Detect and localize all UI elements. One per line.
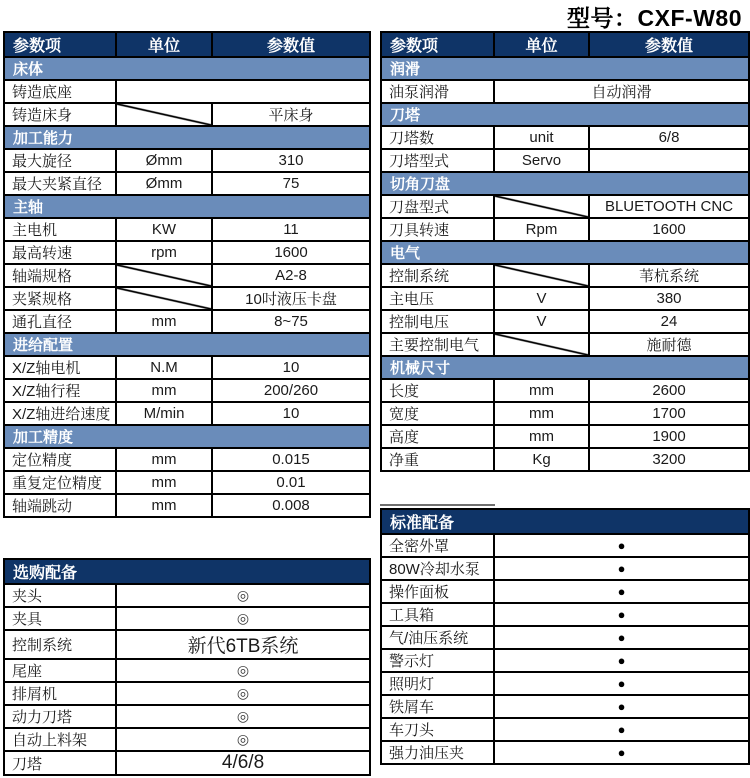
section-header-row bbox=[4, 57, 370, 80]
optional-mark-icon: ◎ bbox=[236, 610, 250, 626]
equipment-row bbox=[4, 751, 370, 775]
equipment-label-cell: 80W冷却水泵 bbox=[381, 557, 494, 580]
column-header-row bbox=[381, 32, 749, 57]
spec-row bbox=[4, 356, 370, 379]
col-header-param: 参数项 bbox=[4, 32, 116, 57]
value-cell: 1700 bbox=[589, 402, 749, 425]
spec-row bbox=[381, 448, 749, 471]
value-cell: 1600 bbox=[212, 241, 370, 264]
equipment-label-cell: 警示灯 bbox=[381, 649, 494, 672]
value-cell: A2-8 bbox=[212, 264, 370, 287]
value-cell: 10 bbox=[212, 402, 370, 425]
equipment-row bbox=[381, 718, 749, 741]
equipment-row bbox=[381, 603, 749, 626]
equipment-value-cell bbox=[494, 741, 749, 764]
section-header-row bbox=[4, 425, 370, 448]
col-header-param: 参数项 bbox=[381, 32, 494, 57]
param-label-cell: 轴端跳动 bbox=[4, 494, 116, 517]
param-label-cell: X/Z轴电机 bbox=[4, 356, 116, 379]
equipment-label-cell: 刀塔 bbox=[4, 751, 116, 775]
unit-cell: mm bbox=[494, 379, 589, 402]
equipment-value-cell bbox=[494, 695, 749, 718]
section-header-row bbox=[381, 103, 749, 126]
included-dot-icon: ● bbox=[617, 745, 626, 760]
value-cell: 11 bbox=[212, 218, 370, 241]
spec-row bbox=[381, 218, 749, 241]
spec-row bbox=[4, 264, 370, 287]
equipment-label-cell: 自动上料架 bbox=[4, 728, 116, 751]
diagonal-cell bbox=[116, 287, 212, 310]
equipment-value-cell bbox=[116, 705, 370, 728]
col-header-value: 参数值 bbox=[212, 32, 370, 57]
unit-cell: KW bbox=[116, 218, 212, 241]
equipment-value-cell bbox=[116, 682, 370, 705]
section-header-row bbox=[381, 241, 749, 264]
included-dot-icon: ● bbox=[617, 584, 626, 599]
value-cell: 380 bbox=[589, 287, 749, 310]
equipment-row bbox=[381, 557, 749, 580]
included-dot-icon: ● bbox=[617, 561, 626, 576]
unit-cell: mm bbox=[116, 379, 212, 402]
included-dot-icon: ● bbox=[617, 630, 626, 645]
spec-row bbox=[4, 80, 370, 103]
equipment-value-cell bbox=[494, 580, 749, 603]
included-dot-icon: ● bbox=[617, 653, 626, 668]
param-label-cell: 主电机 bbox=[4, 218, 116, 241]
param-label-cell: 轴端规格 bbox=[4, 264, 116, 287]
value-cell: 0.008 bbox=[212, 494, 370, 517]
spec-row bbox=[4, 287, 370, 310]
spec-table-left bbox=[3, 31, 371, 518]
equipment-label-cell: 全密外罩 bbox=[381, 534, 494, 557]
spec-row bbox=[381, 310, 749, 333]
equipment-label-cell: 气/油压系统 bbox=[381, 626, 494, 649]
spec-row bbox=[381, 149, 749, 172]
equipment-value-cell bbox=[494, 626, 749, 649]
equipment-label-cell: 排屑机 bbox=[4, 682, 116, 705]
equipment-label-cell: 夹具 bbox=[4, 607, 116, 630]
column-header-row bbox=[4, 32, 370, 57]
equipment-row bbox=[381, 626, 749, 649]
section-title: 加工精度 bbox=[4, 425, 370, 448]
included-dot-icon: ● bbox=[617, 699, 626, 714]
equipment-label-cell: 控制系统 bbox=[4, 630, 116, 659]
spec-table-right bbox=[380, 31, 750, 472]
section-header-row bbox=[381, 172, 749, 195]
included-dot-icon: ● bbox=[617, 722, 626, 737]
diagonal-cell bbox=[116, 103, 212, 126]
table-title: 选购配备 bbox=[4, 559, 370, 584]
optional-mark-icon: ◎ bbox=[236, 708, 250, 724]
spec-row bbox=[4, 494, 370, 517]
param-label-cell: 宽度 bbox=[381, 402, 494, 425]
equipment-value-cell bbox=[494, 718, 749, 741]
table-header-row bbox=[381, 509, 749, 534]
equipment-label-cell: 照明灯 bbox=[381, 672, 494, 695]
equipment-value-cell: 新代6TB系统 bbox=[116, 630, 370, 659]
param-label-cell: 长度 bbox=[381, 379, 494, 402]
page-title: 型号：CXF-W80 bbox=[567, 5, 742, 31]
section-title: 刀塔 bbox=[381, 103, 749, 126]
equipment-label-cell: 操作面板 bbox=[381, 580, 494, 603]
unit-cell: Ømm bbox=[116, 149, 212, 172]
value-cell bbox=[116, 80, 370, 103]
value-cell: 200/260 bbox=[212, 379, 370, 402]
spec-row bbox=[381, 126, 749, 149]
unit-cell: rpm bbox=[116, 241, 212, 264]
param-label-cell: 高度 bbox=[381, 425, 494, 448]
spec-row bbox=[4, 172, 370, 195]
spec-row bbox=[381, 264, 749, 287]
param-label-cell: 油泵润滑 bbox=[381, 80, 494, 103]
equipment-row bbox=[4, 728, 370, 751]
equipment-row bbox=[381, 695, 749, 718]
equipment-row bbox=[4, 682, 370, 705]
section-header-row bbox=[381, 57, 749, 80]
standard-equipment-table bbox=[380, 508, 750, 765]
value-cell: 平床身 bbox=[212, 103, 370, 126]
equipment-row bbox=[381, 534, 749, 557]
value-cell: BLUETOOTH CNC bbox=[589, 195, 749, 218]
equipment-value-cell bbox=[116, 584, 370, 607]
spec-row bbox=[4, 218, 370, 241]
unit-cell: Rpm bbox=[494, 218, 589, 241]
optional-mark-icon: ◎ bbox=[236, 685, 250, 701]
value-cell: 75 bbox=[212, 172, 370, 195]
value-cell: 24 bbox=[589, 310, 749, 333]
equipment-label-cell: 工具箱 bbox=[381, 603, 494, 626]
spec-row bbox=[381, 425, 749, 448]
col-header-value: 参数值 bbox=[589, 32, 749, 57]
param-label-cell: 最高转速 bbox=[4, 241, 116, 264]
spec-row bbox=[4, 241, 370, 264]
spec-row bbox=[381, 379, 749, 402]
spec-row bbox=[381, 333, 749, 356]
param-label-cell: 通孔直径 bbox=[4, 310, 116, 333]
optional-mark-icon: ◎ bbox=[236, 662, 250, 678]
section-title: 润滑 bbox=[381, 57, 749, 80]
section-title: 主轴 bbox=[4, 195, 370, 218]
param-label-cell: 刀具转速 bbox=[381, 218, 494, 241]
unit-cell: mm bbox=[116, 494, 212, 517]
param-label-cell: 控制系统 bbox=[381, 264, 494, 287]
diagonal-cell bbox=[116, 264, 212, 287]
param-label-cell: 重复定位精度 bbox=[4, 471, 116, 494]
section-title: 机械尺寸 bbox=[381, 356, 749, 379]
spec-row bbox=[4, 103, 370, 126]
section-header-row bbox=[4, 126, 370, 149]
diagonal-cell bbox=[494, 195, 589, 218]
equipment-row bbox=[4, 659, 370, 682]
unit-cell: unit bbox=[494, 126, 589, 149]
section-title: 床体 bbox=[4, 57, 370, 80]
unit-cell: V bbox=[494, 287, 589, 310]
equipment-label-cell: 强力油压夹 bbox=[381, 741, 494, 764]
value-cell: 0.015 bbox=[212, 448, 370, 471]
unit-cell: mm bbox=[494, 402, 589, 425]
spec-row bbox=[4, 310, 370, 333]
equipment-value-cell bbox=[116, 659, 370, 682]
value-cell: 自动润滑 bbox=[494, 80, 749, 103]
param-label-cell: 刀塔数 bbox=[381, 126, 494, 149]
spec-row bbox=[4, 448, 370, 471]
param-label-cell: 主电压 bbox=[381, 287, 494, 310]
spec-row bbox=[381, 402, 749, 425]
unit-cell: V bbox=[494, 310, 589, 333]
param-label-cell: 刀盘型式 bbox=[381, 195, 494, 218]
diagonal-cell bbox=[494, 333, 589, 356]
unit-cell: mm bbox=[116, 448, 212, 471]
value-cell: 8~75 bbox=[212, 310, 370, 333]
included-dot-icon: ● bbox=[617, 538, 626, 553]
included-dot-icon: ● bbox=[617, 607, 626, 622]
value-cell: 施耐德 bbox=[589, 333, 749, 356]
param-label-cell: 铸造底座 bbox=[4, 80, 116, 103]
value-cell: 1600 bbox=[589, 218, 749, 241]
equipment-row bbox=[381, 741, 749, 764]
equipment-label-cell: 尾座 bbox=[4, 659, 116, 682]
equipment-row bbox=[4, 607, 370, 630]
unit-cell: mm bbox=[116, 310, 212, 333]
spec-row bbox=[381, 287, 749, 310]
spec-row bbox=[4, 149, 370, 172]
equipment-label-cell: 动力刀塔 bbox=[4, 705, 116, 728]
equipment-row bbox=[381, 672, 749, 695]
equipment-value-cell bbox=[494, 603, 749, 626]
section-title: 切角刀盘 bbox=[381, 172, 749, 195]
equipment-value-cell bbox=[494, 672, 749, 695]
value-cell: 10 bbox=[212, 356, 370, 379]
param-label-cell: 定位精度 bbox=[4, 448, 116, 471]
equipment-label-cell: 夹头 bbox=[4, 584, 116, 607]
unit-cell: Servo bbox=[494, 149, 589, 172]
equipment-label-cell: 铁屑车 bbox=[381, 695, 494, 718]
param-label-cell: 夹紧规格 bbox=[4, 287, 116, 310]
param-label-cell: 控制电压 bbox=[381, 310, 494, 333]
section-title: 进给配置 bbox=[4, 333, 370, 356]
value-cell: 1900 bbox=[589, 425, 749, 448]
unit-cell: Kg bbox=[494, 448, 589, 471]
value-cell: 0.01 bbox=[212, 471, 370, 494]
value-cell: 6/8 bbox=[589, 126, 749, 149]
equipment-row bbox=[381, 649, 749, 672]
unit-cell: N.M bbox=[116, 356, 212, 379]
param-label-cell: 净重 bbox=[381, 448, 494, 471]
param-label-cell: 刀塔型式 bbox=[381, 149, 494, 172]
unit-cell: mm bbox=[116, 471, 212, 494]
section-title: 加工能力 bbox=[4, 126, 370, 149]
equipment-value-cell: 4/6/8 bbox=[116, 751, 370, 775]
section-header-row bbox=[4, 333, 370, 356]
spec-row bbox=[4, 379, 370, 402]
divider-line bbox=[380, 504, 495, 506]
unit-cell: mm bbox=[494, 425, 589, 448]
equipment-value-cell bbox=[494, 557, 749, 580]
param-label-cell: 最大旋径 bbox=[4, 149, 116, 172]
table-title: 标准配备 bbox=[381, 509, 749, 534]
optional-mark-icon: ◎ bbox=[236, 731, 250, 747]
equipment-row bbox=[381, 580, 749, 603]
spec-row bbox=[4, 471, 370, 494]
value-cell: 310 bbox=[212, 149, 370, 172]
section-header-row bbox=[381, 356, 749, 379]
included-dot-icon: ● bbox=[617, 676, 626, 691]
spec-row bbox=[381, 80, 749, 103]
param-label-cell: X/Z轴行程 bbox=[4, 379, 116, 402]
param-label-cell: 铸造床身 bbox=[4, 103, 116, 126]
equipment-value-cell bbox=[116, 607, 370, 630]
param-label-cell: 最大夹紧直径 bbox=[4, 172, 116, 195]
col-header-unit: 单位 bbox=[494, 32, 589, 57]
col-header-unit: 单位 bbox=[116, 32, 212, 57]
value-cell: 2600 bbox=[589, 379, 749, 402]
param-label-cell: X/Z轴进给速度 bbox=[4, 402, 116, 425]
section-header-row bbox=[4, 195, 370, 218]
unit-cell: M/min bbox=[116, 402, 212, 425]
equipment-value-cell bbox=[494, 649, 749, 672]
param-label-cell: 主要控制电气 bbox=[381, 333, 494, 356]
equipment-row bbox=[4, 584, 370, 607]
spec-row bbox=[4, 402, 370, 425]
value-cell bbox=[589, 149, 749, 172]
section-title: 电气 bbox=[381, 241, 749, 264]
table-header-row bbox=[4, 559, 370, 584]
diagonal-cell bbox=[494, 264, 589, 287]
equipment-label-cell: 车刀头 bbox=[381, 718, 494, 741]
value-cell: 10吋液压卡盘 bbox=[212, 287, 370, 310]
optional-equipment-table bbox=[3, 558, 371, 776]
unit-cell: Ømm bbox=[116, 172, 212, 195]
value-cell: 苇杭系统 bbox=[589, 264, 749, 287]
equipment-row bbox=[4, 705, 370, 728]
value-cell: 3200 bbox=[589, 448, 749, 471]
equipment-row bbox=[4, 630, 370, 659]
equipment-value-cell bbox=[494, 534, 749, 557]
optional-mark-icon: ◎ bbox=[236, 587, 250, 603]
spec-row bbox=[381, 195, 749, 218]
equipment-value-cell bbox=[116, 728, 370, 751]
